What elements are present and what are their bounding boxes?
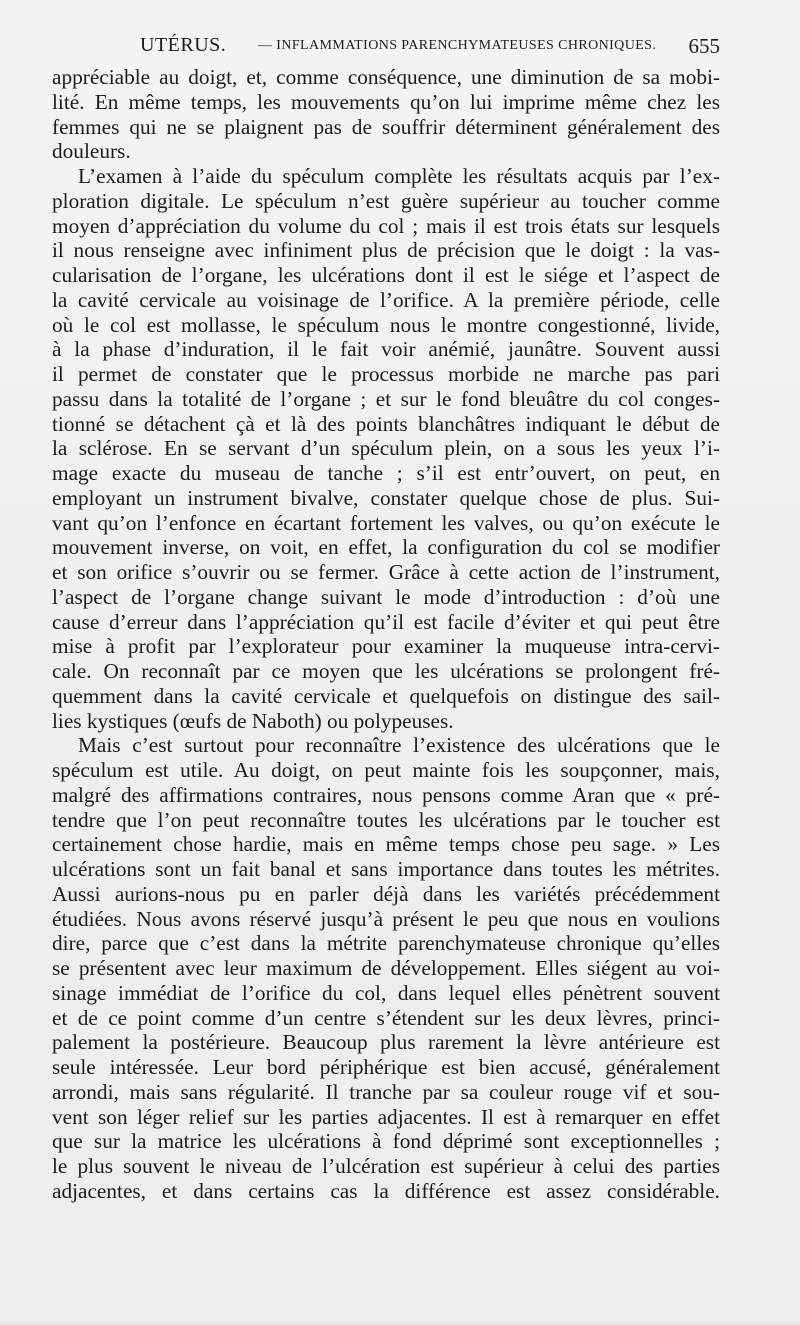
text-line: cause d’erreur dans l’appréciation qu’il est facile d’éviter et qui peut être	[52, 609, 720, 634]
text-line: ploration digitale. Le spéculum n’est guère supérieur au toucher comme	[52, 188, 720, 213]
text-line: dire, parce que c’est dans la métrite parenchymateuse chronique qu’elles	[52, 931, 720, 956]
text-line: mage exacte du museau de tanche ; s’il est entr’ouvert, on peut, en	[52, 461, 720, 485]
text-line: quemment dans la cavité cervicale et quelquefois on distingue des sail-	[52, 683, 720, 708]
text-line: la sclérose. En se servant d’un spéculum plein, on a sous les yeux l’i-	[52, 436, 720, 461]
text-line: moyen d’appréciation du volume du col ; mais il est trois états sur lesquels	[52, 213, 720, 238]
page-number: 655	[688, 34, 720, 58]
text-line: employant un instrument bivalve, constater quelque chose de plus. Sui-	[52, 485, 720, 510]
text-line: cularisation de l’organe, les ulcérations dont il est le siége et l’aspect de	[52, 263, 720, 287]
page-edge	[0, 1321, 800, 1325]
text-line: et de ce point comme d’un centre s’étendent sur les deux lèvres, princi-	[52, 1005, 720, 1030]
text-line: arrondi, mais sans régularité. Il tranche par sa couleur rouge vif et sou-	[52, 1079, 720, 1104]
running-header	[52, 34, 722, 60]
text-line: tendre que l’on peut reconnaître toutes les ulcérations par le toucher est	[52, 807, 720, 832]
text-line: à la phase d’induration, il le fait voir anémié, jaunâtre. Souvent aussi	[52, 337, 720, 362]
text-line: mouvement inverse, on voit, en effet, la configuration du col se modifier	[52, 535, 720, 560]
text-line: vant qu’on l’enfonce en écartant fortement les valves, ou qu’on exécute le	[52, 510, 720, 535]
text-line: il permet de constater que le processus morbide ne marche pas pari	[52, 362, 720, 386]
text-line: palement la postérieure. Beaucoup plus rarement la lèvre antérieure est	[52, 1030, 720, 1055]
text-line: seule intéressée. Leur bord périphérique est bien accusé, généralement	[52, 1055, 720, 1079]
body-text	[52, 65, 720, 1204]
text-line: la cavité cervicale au voisinage de l’orifice. A la première période, celle	[52, 287, 720, 312]
text-line: L’examen à l’aide du spéculum complète les résultats acquis par l’ex-	[78, 164, 720, 188]
text-line: femmes qui ne se plaignent pas de souffrir déterminent généralement des	[52, 114, 720, 139]
text-line: adjacentes, et dans certains cas la différence est assez considérable.	[52, 1178, 720, 1203]
text-line: mise à profit par l’explorateur pour examiner la muqueuse intra-cervi-	[52, 634, 720, 659]
text-line: étudiées. Nous avons réservé jusqu’à présent le peu que nous en voulions	[52, 906, 720, 931]
text-line: certainement chose hardie, mais en même temps chose peu sage. » Les	[52, 832, 720, 857]
header-title: UTÉRUS.	[140, 34, 227, 56]
text-line: Mais c’est surtout pour reconnaître l’existence des ulcérations que le	[78, 733, 720, 758]
text-line: lies kystiques (œufs de Naboth) ou polypeuses.	[52, 708, 454, 733]
text-line: que sur la matrice les ulcérations à fond déprimé sont exceptionnelles ;	[52, 1129, 720, 1154]
text-line: vent son léger relief sur les parties adjacentes. Il est à remarquer en effet	[52, 1104, 720, 1129]
text-line: et son orifice s’ouvrir ou se fermer. Grâce à cette action de l’instrument,	[52, 560, 720, 584]
text-line: appréciable au doigt, et, comme conséquence, une diminution de sa mobi-	[52, 65, 720, 89]
text-line: ulcérations sont un fait banal et sans importance dans toutes les métrites.	[52, 857, 720, 881]
text-line: sinage immédiat de l’orifice du col, dans lequel elles pénètrent souvent	[52, 980, 720, 1005]
text-line: se présentent avec leur maximum de développement. Elles siégent au voi-	[52, 956, 720, 980]
text-line: spéculum est utile. Au doigt, on peut mainte fois les soupçonner, mais,	[52, 758, 720, 782]
text-line: le plus souvent le niveau de l’ulcération est supérieur à celui des parties	[52, 1154, 720, 1178]
text-line: où le col est mollasse, le spéculum nous le montre congestionné, livide,	[52, 312, 720, 337]
text-line: cale. On reconnaît par ce moyen que les ulcérations se prolongent fré-	[52, 659, 720, 683]
text-line: l’aspect de l’organe change suivant le mode d’introduction : d’où une	[52, 584, 720, 609]
text-line: malgré des affirmations contraires, nous pensons comme Aran que « pré-	[52, 782, 720, 807]
header-subtitle: — INFLAMMATIONS PARENCHYMATEUSES CHRONIQUES.	[258, 38, 657, 53]
text-line: tionné se détachent çà et là des points blanchâtres indiquant le début de	[52, 411, 720, 436]
text-line: douleurs.	[52, 139, 131, 164]
text-line: Aussi aurions-nous pu en parler déjà dans les variétés précédemment	[52, 881, 720, 906]
text-line: lité. En même temps, les mouvements qu’on lui imprime même chez les	[52, 89, 720, 114]
text-line: il nous renseigne avec infiniment plus de précision que le doigt : la vas-	[52, 238, 720, 263]
text-line: passu dans la totalité de l’organe ; et sur le fond bleuâtre du col conges-	[52, 386, 720, 411]
